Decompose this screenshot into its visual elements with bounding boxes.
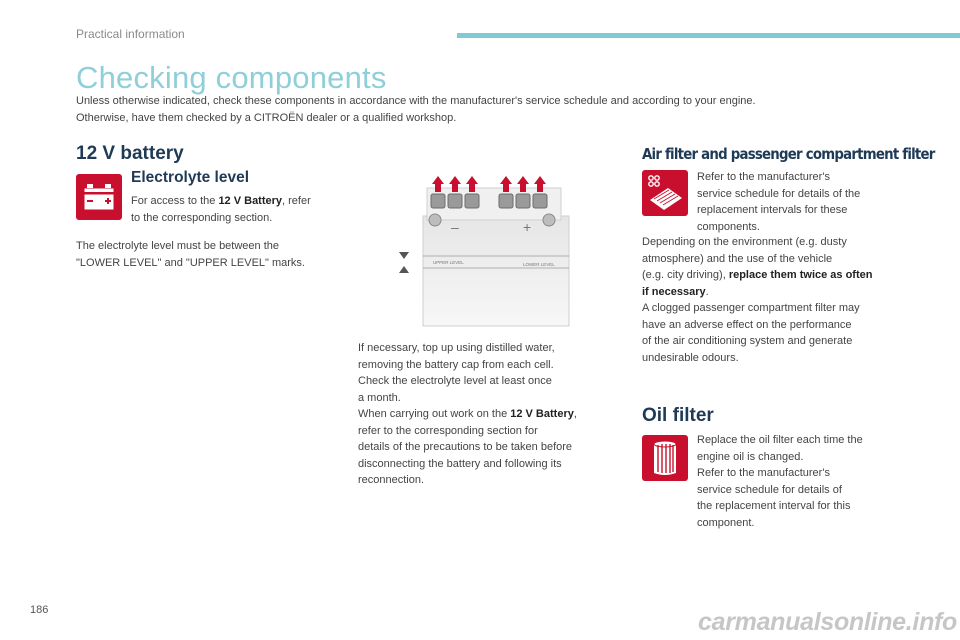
- air-filter-line-8: [642, 284, 922, 301]
- electrolyte-level-line-1: The electrolyte level must be between the: [76, 240, 280, 252]
- oil-filter-text: [697, 432, 907, 531]
- intro-text: [76, 93, 936, 127]
- oil-filter-line-5: the replacement interval for this: [697, 500, 851, 512]
- oil-filter-line-2: engine oil is changed.: [697, 450, 804, 463]
- electrolyte-level-text: [76, 238, 346, 271]
- air-filter-line-7: [642, 267, 922, 284]
- topup-line-4: a month.: [358, 391, 401, 404]
- topup-line-3: Check the electrolyte level at least once: [358, 375, 552, 387]
- emphasis-text: if necessary: [642, 285, 706, 298]
- battery-link-text: 12 V Battery: [218, 195, 283, 207]
- upper-level-label: UPPER LEVEL: [433, 260, 464, 265]
- watermark: carmanualsonline.info: [698, 608, 958, 636]
- oil-filter-line-4: service schedule for details of: [697, 483, 842, 496]
- air-filter-line-4: components.: [697, 220, 760, 233]
- oil-filter-heading: Oil filter: [642, 405, 714, 426]
- air-filter-line-12: undesirable odours.: [642, 351, 739, 364]
- text-span: When carrying out work on the: [358, 408, 511, 420]
- topup-line-2: removing the battery cap from each cell.: [358, 358, 554, 371]
- air-filter-line-10: have an adverse effect on the performance: [642, 318, 852, 331]
- text-span: (e.g. city driving),: [642, 269, 729, 281]
- topup-text: [358, 340, 608, 489]
- electrolyte-access-text: [131, 193, 341, 226]
- text-span: ,: [573, 408, 577, 420]
- topup-line-8: disconnecting the battery and following its: [358, 457, 562, 470]
- emphasis-text: replace them twice as often: [728, 269, 873, 281]
- air-filter-line-2: service schedule for details of the: [697, 187, 861, 200]
- topup-line-1: If necessary, top up using distilled water,: [358, 342, 555, 354]
- air-filter-intro: [697, 169, 897, 235]
- oil-filter-line-3: Refer to the manufacturer's: [697, 467, 830, 479]
- oil-filter-line-1: Replace the oil filter each time the: [697, 434, 863, 446]
- air-filter-line-11: of the air conditioning system and generate: [642, 335, 853, 347]
- battery-diagram: [393, 168, 573, 328]
- page-title: Checking components: [76, 60, 387, 95]
- header-accent-bar: [457, 33, 960, 38]
- lower-level-label: LOWER LEVEL: [523, 262, 555, 267]
- battery-heading: 12 V battery: [76, 143, 184, 164]
- battery-icon: [76, 174, 122, 220]
- air-filter-line-5: Depending on the environment (e.g. dusty: [642, 236, 847, 248]
- intro-line-1: Unless otherwise indicated, check these components in accordance with the manufacturer's service schedule and according to your engine.: [76, 95, 756, 107]
- electrolyte-access-line-1: [131, 193, 341, 210]
- section-label: Practical information: [76, 27, 185, 41]
- plus-sign: +: [523, 219, 532, 235]
- battery-link-text: 12 V Battery: [510, 408, 574, 420]
- oil-filter-line-6: component.: [697, 516, 755, 529]
- air-filter-line-6: atmosphere) and the use of the vehicle: [642, 252, 833, 265]
- text-span: For access to the: [131, 195, 219, 207]
- topup-line-9: reconnection.: [358, 474, 425, 486]
- electrolyte-level-line-2: "LOWER LEVEL" and "UPPER LEVEL" marks.: [76, 256, 305, 269]
- page-number: 186: [30, 604, 49, 616]
- electrolyte-heading: Electrolyte level: [131, 169, 250, 186]
- topup-line-6: refer to the corresponding section for: [358, 424, 538, 437]
- air-filter-icon: [642, 170, 688, 216]
- intro-line-2: Otherwise, have them checked by a CITROËN dealer or a qualified workshop.: [76, 112, 457, 124]
- air-filter-heading: Air filter and passenger compartment filter: [642, 145, 935, 163]
- air-filter-body: [642, 234, 922, 366]
- oil-filter-icon: [642, 435, 688, 481]
- topup-line-7: details of the precautions to be taken before: [358, 441, 573, 453]
- text-span: .: [705, 285, 709, 298]
- topup-line-5: [358, 406, 608, 423]
- air-filter-line-1: Refer to the manufacturer's: [697, 171, 830, 183]
- minus-sign: –: [451, 219, 459, 235]
- text-span: , refer: [282, 195, 311, 207]
- air-filter-line-3: replacement intervals for these: [697, 204, 848, 216]
- electrolyte-access-line-2: to the corresponding section.: [131, 211, 273, 224]
- air-filter-line-9: A clogged passenger compartment filter may: [642, 302, 860, 314]
